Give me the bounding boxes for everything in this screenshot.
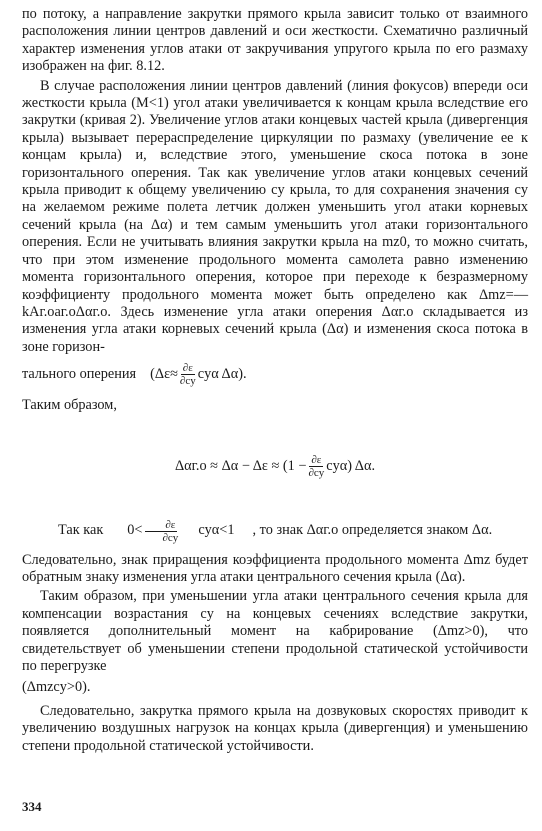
paragraph-4-prefix: Так как [58, 522, 104, 539]
paragraph-4-suffix: , то знак Δαг.о определяется знаком Δα. [252, 522, 493, 539]
paragraph-2: В случае расположения линии центров давлений (линия фокусов) впереди оси жесткости крыла (M<1) угол атаки увеличивается к концам крыла вследствие его закрутки (кривая 2). Увеличение углов атаки концевых частей крыла (дивергенция крыла) вызывает перераспределение циркуляции по размаху (увеличение ее к концам крыла) и, вследствие этого, уменьшение скоса потока в зоне горизонтального оперения. Так как увеличение углов атаки концевых сечений крыла приводит к общему увеличению cy крыла, то для сохранения значения cy на желаемом режиме полета летчик должен уменьшить угол атаки корневых сечений крыла (на Δα) и тем самым уменьшить угол атаки горизонтального оперения. Если не учитывать влияния закрутки крыла на mz0, то можно считать, что при этом изменение продольного момента самолета равно изменению момента горизонтального оперения, которое при переходе к безразмерному коэффициенту продольного момента может быть определено как Δmz=—kAг.оaг.оΔαг.о. Здесь изменение угла атаки оперения Δαг.о складывается из изменения угла атаки корневых сечений крыла (Δα) и изменения скоса потока в зоне горизон- [22, 77, 528, 355]
paragraph-4 [22, 519, 528, 544]
tail-formula-right: cyα Δα). [197, 365, 247, 382]
paragraph-5: Следовательно, знак приращения коэффициента продольного момента Δmz будет обратным знаку изменения угла атаки центрального сечения крыла (Δα). [22, 551, 528, 585]
fraction-denominator: ∂cy [179, 375, 196, 388]
main-formula-fraction [308, 454, 324, 479]
paragraph-6-tail: (Δmzcy>0). [22, 679, 91, 696]
paragraph-7: Следовательно, закрутка прямого крыла на дозвуковых скоростях приводит к увеличению воздушных нагрузок на концах крыла (дивергенция) и уменьшению степени продольной статической устойчивости. [22, 702, 528, 754]
main-formula-left: Δαг.о ≈ Δα − Δε ≈ (1 − [174, 458, 307, 475]
inequality-left: 0< [127, 522, 143, 539]
paragraph-1: по потоку, а направление закрутки прямого крыла зависит только от взаимного расположения линии центров давлений и оси жесткости. Схематично различный характер изменения углов атаки от закручивания упругого крыла по его размаху изображен на фиг. 8.12. [22, 6, 528, 75]
paragraph-2-tail-text: тального оперения [22, 365, 137, 382]
main-formula [22, 447, 528, 487]
inequality-fraction-numerator: ∂ε [145, 519, 177, 532]
tail-formula-left: (Δε≈ [150, 365, 178, 382]
paragraph-6: Таким образом, при уменьшении угла атаки центрального сечения крыла для компенсации возрастания cy на концевых сечениях вследствие закрутки, появляется дополнительный момент на кабрирование (Δmz>0), что свидетельствует об уменьшении степени продольной статической устойчивости по перегрузке [22, 588, 528, 674]
fraction-numerator: ∂ε [182, 362, 193, 375]
main-fraction-numerator: ∂ε [311, 454, 322, 467]
fraction-deps-dcy [180, 362, 196, 387]
paragraph-3: Таким образом, [22, 397, 117, 414]
document-page [22, 6, 528, 814]
inequality-fraction [144, 519, 178, 544]
main-fraction-denominator: ∂cy [308, 467, 325, 480]
inequality-fraction-denominator: ∂cy [162, 531, 179, 544]
page-number: 334 [22, 799, 42, 814]
inequality-right: cyα<1 [198, 522, 235, 539]
main-formula-right: cyα) Δα. [326, 458, 376, 475]
paragraph-2-tail [22, 362, 528, 387]
